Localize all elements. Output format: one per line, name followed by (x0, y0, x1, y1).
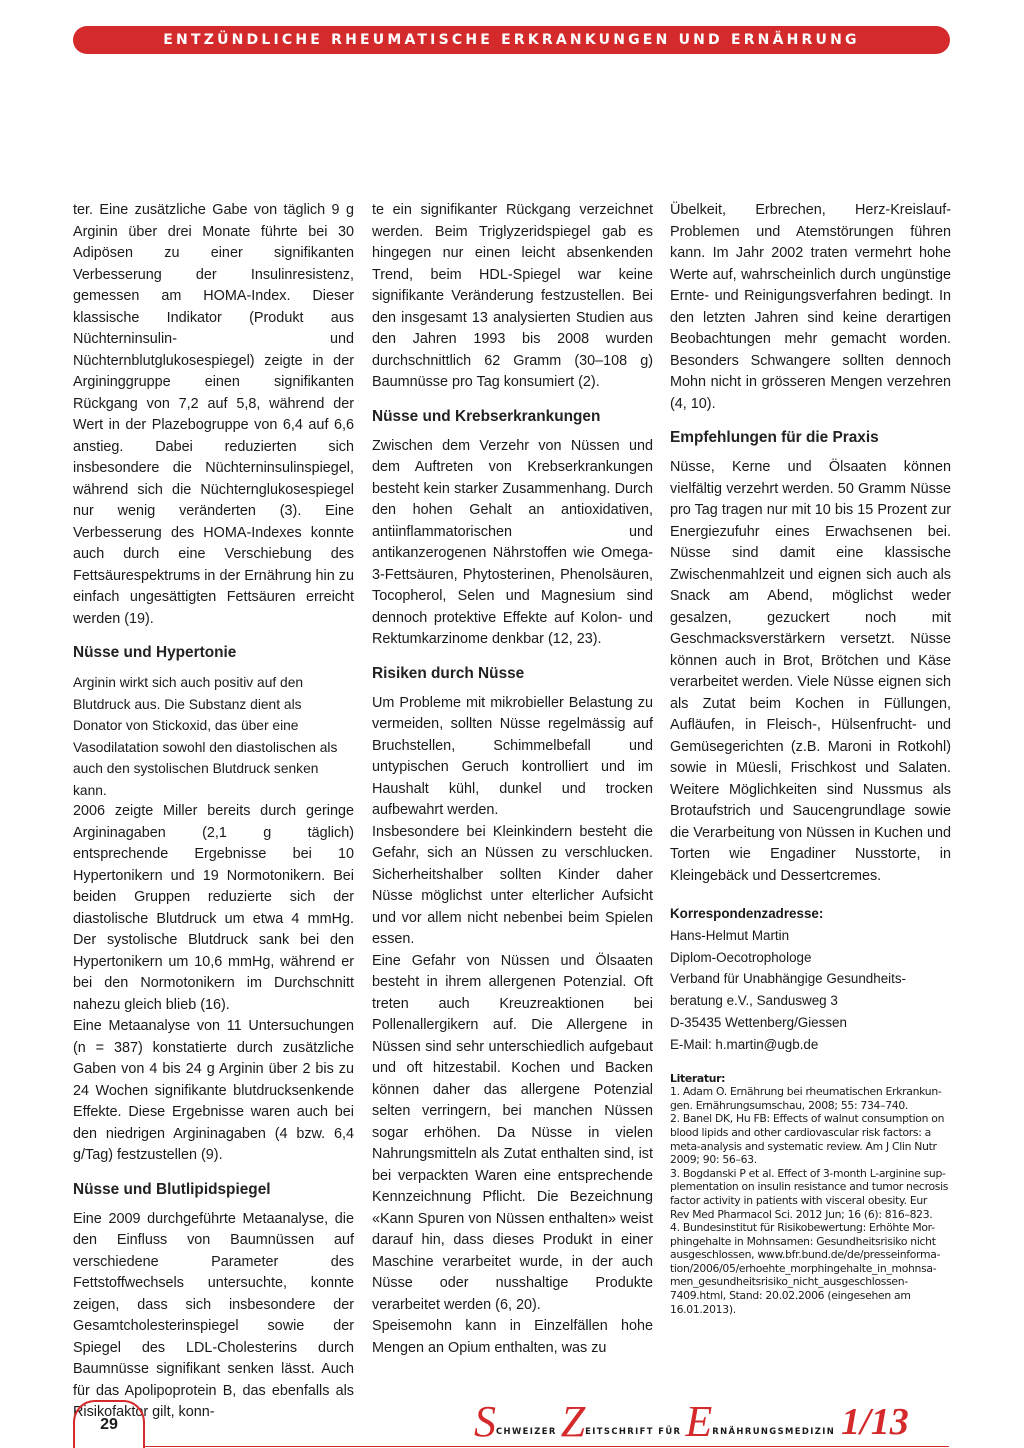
section-header-title: ENTZÜNDLICHE RHEUMATISCHE ERKRANKUNGEN UND ERNÄHRUNG (163, 32, 860, 48)
contact-line: Verband für Unabhängige Gesundheits- (670, 971, 906, 987)
paragraph: Nüsse, Kerne und Ölsaaten können vielfältig verzehrt werden. 50 Gramm Nüsse pro Tag tragen nur mit 10 bis 15 Prozent zur Energiezufuhr eines Erwachsenen bei. Nüsse sind damit eine klassische Zwischenmahlzeit und eignen sich auch als Snack am Abend, möglichst weder gesalzen, gezuckert noch mit Geschmacksverstärkern versetzt. Nüsse können auch in Brot, Brötchen und Käse verarbeitet werden. Viele Nüsse eignen sich als Zutat beim Kochen in Füllungen, Aufläufen, in Fleisch-, Hülsenfrucht- und Gemüsegerichten (z.B. Maroni in Rotkohl) sowie in Müesli, Frischkost und Salaten. Weitere Möglichkeiten sind Nussmus als Brotaufstrich und Saucengrundlage sowie die Verarbeitung von Nüssen in Kuchen und Torten wie Engadiner Nusstorte, in Kleingebäck und Dessertcremes. (670, 459, 951, 884)
paragraph: te ein signifikanter Rückgang verzeichnet werden. Beim Triglyzeridspiegel gab es hingegen nur einen leicht absenkenden Trend, beim HDL-Spiegel war keine signifikante Veränderung festzustellen. Bei den insgesamt 13 analysierten Studien aus den Jahren 1993 bis 2008 wurden durchschnittlich 62 Gramm (30–108 g) Baumnüsse pro Tag konsumiert (2). (372, 202, 653, 390)
page-number: 29 (100, 1416, 118, 1433)
literature-line: 7409.html, Stand: 20.02.2006 (eingesehen am (670, 1289, 911, 1303)
literature-line: 2009; 90: 56–63. (670, 1153, 757, 1167)
heading-blutlipidspiegel: Nüsse und Blutlipidspiegel (73, 1180, 271, 1198)
logo-word-ernaehrungsmedizin: RNÄHRUNGSMEDIZIN (712, 1426, 836, 1436)
heading-hypertonie: Nüsse und Hypertonie (73, 644, 237, 661)
literature-line: 1. Adam O. Ernährung bei rheumatischen Erkrankun- (670, 1085, 942, 1099)
literature-line: factor activity in patients with visceral obesity. Eur (670, 1193, 928, 1207)
contact-line: Diplom-Oecotrophologe (670, 949, 812, 965)
column-2 (372, 200, 653, 1359)
issue-number: 1/13 (841, 1401, 909, 1443)
contact-title: Korrespondenzadresse: (670, 906, 824, 921)
literature-line: tion/2006/05/erhoehte_morphingehalte_in_mohnsa- (670, 1261, 937, 1275)
literature-title: Literatur: (670, 1071, 726, 1085)
literature-line: 3. Bogdanski P et al. Effect of 3-month L-arginine sup- (670, 1166, 946, 1180)
paragraph: Zwischen dem Verzehr von Nüssen und dem Auftreten von Krebserkrankungen besteht kein starker Zusammenhang. Durch den hohen Gehalt an antioxidativen, antiinflammatorischen und antikanzerogenen Nährstoffen wie Omega-3-Fettsäuren, Phytosterinen, Phenolsäuren, Tocopherol, Selen und Magnesium sind dennoch protektive Effekte auf Kolon- und Rektumkarzinome denkbar (12, 23). (372, 437, 653, 647)
literature-line: gen. Ernährungsumschau, 2008; 55: 734–740. (670, 1098, 909, 1112)
heading-krebserkrankungen: Nüsse und Krebserkrankungen (372, 407, 601, 425)
heading-risiken: Risiken durch Nüsse (372, 664, 525, 682)
literature-line: 4. Bundesinstitut für Risikobewertung: Erhöhte Mor- (670, 1221, 935, 1235)
contact-email[interactable]: E-Mail: h.martin@ugb.de (670, 1036, 819, 1052)
contact-block (670, 903, 951, 1056)
paragraph: Eine 2009 durchgeführte Metaanalyse, die den Einfluss von Baumnüssen auf verschiedene Parameter des Fettstoffwechsels untersuchte, konnte zeigen, dass sich insbesondere der Gesamtcholesterinspiegel sowie der Spiegel des LDL-Cholesterins durch Baumnüsse signifikant senken lässt. Auch für das Apolipoprotein B, das ebenfalls als Risikofaktor gilt, konn- (73, 1210, 354, 1420)
paragraph: Eine Metaanalyse von 11 Untersuchungen (n = 387) konstatierte durch zusätzliche Gaben von 4 bis 24 g Arginin über 2 bis zu 24 Wochen signifikante blutdrucksenkende Effekte. Diese Ergebnisse waren auch bei den niedrigen Argininagaben (4 bzw. 6,4 g/Tag) festzustellen (9). (73, 1018, 354, 1163)
column-3 (670, 200, 951, 1316)
logo-letter-e: E (685, 1397, 713, 1446)
logo-word-zeitschrift: EITSCHRIFT FÜR (585, 1426, 682, 1436)
footer-divider (145, 1446, 949, 1447)
contact-line: Hans-Helmut Martin (670, 927, 790, 943)
literature-line: meta-analysis and systematic review. Am J Clin Nutr (670, 1139, 937, 1153)
paragraph: Um Probleme mit mikrobieller Belastung zu vermeiden, sollten Nüsse regelmässig auf Bruchstellen, Schimmelbefall und untypischen Geruch kontrolliert und im Haushalt kühl, dunkel und trocken aufbewahrt werden. (372, 694, 653, 818)
literature-line: blood lipids and other cardiovascular risk factors: a (670, 1125, 932, 1139)
paragraph: Arginin wirkt sich auch positiv auf den Blutdruck aus. Die Substanz dient als Donator von Stickoxid, das über eine Vasodilatation sowohl den diastolischen als auch den systolischen Blutdruck senken kann. (73, 675, 338, 798)
paragraph: 2006 zeigte Miller bereits durch geringe Argininagaben (2,1 g täglich) entsprechende Ergebnisse bei 10 Hypertonikern und 19 Normotonikern. Bei beiden Gruppen reduzierte sich der diastolische Blutdruck um etwa 4 mmHg. Der systolische Blutdruck sank bei den Hypertonikern um 10,6 mmHg, während er bei den Normotonikern im Durchschnitt nahezu gleich blieb (16). (73, 803, 354, 1013)
literature-line: phingehalte in Mohnsamen: Gesundheitsrisiko nicht (670, 1234, 936, 1248)
paragraph: Insbesondere bei Kleinkindern besteht die Gefahr, sich an Nüssen zu verschlucken. Sicherheitshalber sollten Kinder daher Nüsse möglichst unter elterlicher Aufsicht und vor allem nicht nebenbei beim Spielen essen. (372, 823, 653, 947)
contact-line: beratung e.V., Sandusweg 3 (670, 993, 838, 1009)
literature-line: plementation on insulin resistance and tumor necrosis (670, 1180, 949, 1194)
literature-block (670, 1072, 951, 1317)
column-1 (73, 200, 354, 1424)
literature-line: 16.01.2013). (670, 1302, 736, 1316)
literature-line: 2. Banel DK, Hu FB: Effects of walnut consumption on (670, 1112, 945, 1126)
literature-line: Rev Med Pharmacol Sci. 2012 Jun; 16 (6): 816–823. (670, 1207, 933, 1221)
literature-line: ausgeschlossen, www.bfr.bund.de/de/presseinforma- (670, 1248, 941, 1262)
page-number-box (73, 1400, 145, 1448)
paragraph: Speisemohn kann in Einzelfällen hohe Mengen an Opium enthalten, was zu (372, 1318, 653, 1356)
paragraph: ter. Eine zusätzliche Gabe von täglich 9 g Arginin über drei Monate führte bei 30 Adipösen zu einer signifikanten Verbesserung der Insulinresistenz, gemessen am HOMA-Index. Dieser klassische Indikator (Produkt aus Nüchterninsulin- und Nüchternblutglukosespiegel) zeigte in der Argininggruppe einen signifikanten Rückgang von 7,2 auf 5,8, während der Wert in der Plazebogruppe von 6,4 auf 6,6 anstieg. Dabei reduzierten sich insbesondere die Nüchterninsulinspiegel, während sich die Nüchternglukosespiegel nur wenig veränderten (3). Eine Verbesserung des HOMA-Indexes konnte auch durch eine Verschiebung des Fettsäurespektrums in der Ernährung hin zu einfach ungesättigten Fettsäuren erreicht werden (19). (73, 202, 354, 627)
paragraph: Eine Gefahr von Nüssen und Ölsaaten besteht in ihrem allergenen Potenzial. Oft treten auch Kreuzreaktionen bei Pollenallergikern auf. Die Allergene in Nüssen sind sehr unterschiedlich aufgebaut und oft hitzestabil. Kochen und Backen können daher das allergene Potenzial selten verringern, bei manchen Nüssen sogar erhöhen. Da Nüsse in vielen Nahrungsmitteln als Zutat enthalten sind, ist bei verpackten Waren eine entsprechende Kennzeichnung Pflicht. Die Bezeichnung «Kann Spuren von Nüssen enthalten» weist darauf hin, dass dieses Produkt in einer Maschine verarbeitet wurde, in der auch Nüsse oder nusshaltige Produkte verarbeitet werden (6, 20). (372, 952, 653, 1313)
logo-letter-s: S (474, 1397, 496, 1446)
paragraph: Übelkeit, Erbrechen, Herz-Kreislauf-Problemen und Atemstörungen führen kann. Im Jahr 2002 traten vermehrt hohe Werte auf, wahrscheinlich durch ungünstige Ernte- und Reinigungsverfahren bedingt. In den letzten Jahren sind keine derartigen Beobachtungen mehr gemacht worden. Besonders Schwangere sollten dennoch Mohn nicht in grösseren Mengen verzehren (4, 10). (670, 202, 951, 412)
logo-letter-z: Z (560, 1397, 586, 1446)
heading-empfehlungen: Empfehlungen für die Praxis (670, 429, 879, 446)
contact-line: D-35435 Wettenberg/Giessen (670, 1014, 847, 1030)
literature-line: men_gesundheitsrisiko_nicht_ausgeschlossen- (670, 1275, 908, 1289)
section-header-banner (73, 26, 950, 54)
journal-logo (474, 1397, 909, 1446)
logo-word-schweizer: CHWEIZER (496, 1426, 557, 1436)
